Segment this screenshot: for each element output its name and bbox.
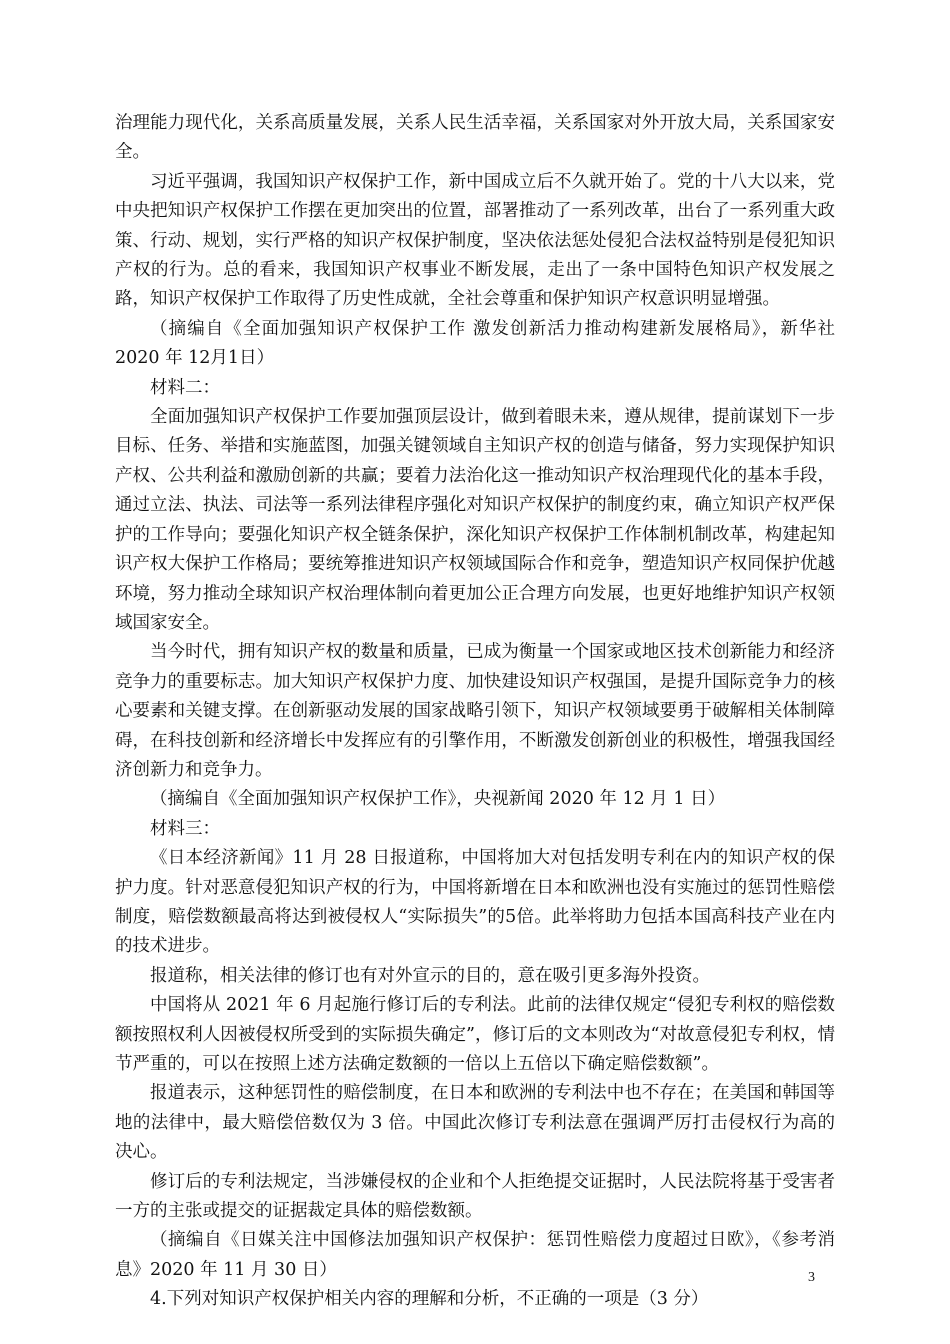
material3-paragraph-1: 《日本经济新闻》11 月 28 日报道称，中国将加大对包括发明专利在内的知识产权的保护力度。针对恶意侵犯知识产权的行为，中国将新增在日本和欧洲也没有实施过的惩罚性赔偿制度，赔偿数额最高将达到被侵权人“实际损失”的5倍。此举将助力包括本国高科技产业在内的技术进步。 bbox=[115, 848, 835, 957]
material3-paragraph-3: 中国将从 2021 年 6 月起施行修订后的专利法。此前的法律仅规定“侵犯专利权的赔偿数额按照权利人因被侵权所受到的实际损失确定”，修订后的文本则改为“对故意侵犯专利权，情节严重的，可以在按照上述方法确定数额的一倍以上五倍以下确定赔偿数额”。 bbox=[115, 995, 835, 1074]
material2-source: （摘编自《全面加强知识产权保护工作》，央视新闻 2020 年 12 月 1 日） bbox=[150, 789, 726, 810]
material1-source: （摘编自《全面加强知识产权保护工作 激发创新活力推动构建新发展格局》，新华社 2020 年 12月1日） bbox=[115, 318, 835, 369]
material3-paragraph-4: 报道表示，这种惩罚性的赔偿制度，在日本和欧洲的专利法中也不存在；在美国和韩国等地的法律中，最大赔偿倍数仅为 3 倍。中国此次修订专利法意在强调严厉打击侵权行为高的决心。 bbox=[115, 1083, 835, 1163]
material2-paragraph-2: 当今时代，拥有知识产权的数量和质量，已成为衡量一个国家或地区技术创新能力和经济竞争力的重要标志。加大知识产权保护力度、加快建设知识产权强国，是提升国际竞争力的核心要素和关键支撑。在创新驱动发展的国家战略引领下，知识产权领域要勇于破解相关体制障碍，在科技创新和经济增长中发挥应有的引擎作用，不断激发创新创业的积极性，增强我国经济创新力和竞争力。 bbox=[115, 642, 835, 780]
material2-heading: 材料二： bbox=[150, 377, 220, 398]
material1-paragraph: 习近平强调，我国知识产权保护工作，新中国成立后不久就开始了。党的十八大以来，党中央把知识产权保护工作摆在更加突出的位置，部署推动了一系列改革，出台了一系列重大政策、行动、规划，实行严格的知识产权保护制度，坚决依法惩处侵犯合法权益特别是侵犯知识产权的行为。总的看来，我国知识产权事业不断发展，走出了一条中国特色知识产权发展之路，知识产权保护工作取得了历史性成就，全社会尊重和保护知识产权意识明显增强。 bbox=[115, 171, 835, 310]
material2-paragraph-1: 全面加强知识产权保护工作要加强顶层设计，做到着眼未来，遵从规律，提前谋划下一步目标、任务、举措和实施蓝图，加强关键领域自主知识产权的创造与储备，努力实现保护知识产权、公共利益和激励创新的共赢；要着力法治化这一推动知识产权治理现代化的基本手段，通过立法、执法、司法等一系列法律程序强化对知识产权保护的制度约束，确立知识产权严保护的工作导向；要强化知识产权全链条保护，深化知识产权保护工作体制机制改革，构建起知识产权大保护工作格局；要统筹推进知识产权领域国际合作和竞争，塑造知识产权同保护优越环境，努力推动全球知识产权治理体制向着更加公正合理方向发展，也更好地维护知识产权领域国家安全。 bbox=[115, 407, 835, 633]
document-body bbox=[115, 109, 835, 1315]
material3-source: （摘编自《日媒关注中国修法加强知识产权保护：惩罚性赔偿力度超过日欧》，《参考消息》2020 年 11 月 30 日） bbox=[115, 1230, 835, 1280]
material3-paragraph-2: 报道称，相关法律的修订也有对外宣示的目的，意在吸引更多海外投资。 bbox=[150, 965, 710, 986]
material1-continuation: 治理能力现代化，关系高质量发展，关系人民生活幸福，关系国家对外开放大局，关系国家安全。 bbox=[115, 113, 835, 163]
page-number: 3 bbox=[808, 1270, 815, 1285]
material3-heading: 材料三： bbox=[150, 818, 220, 839]
question-4: 4.下列对知识产权保护相关内容的理解和分析，不正确的一项是（3 分） bbox=[150, 1289, 709, 1310]
material3-paragraph-5: 修订后的专利法规定，当涉嫌侵权的企业和个人拒绝提交证据时，人民法院将基于受害者一方的主张或提交的证据裁定具体的赔偿数额。 bbox=[115, 1171, 835, 1222]
